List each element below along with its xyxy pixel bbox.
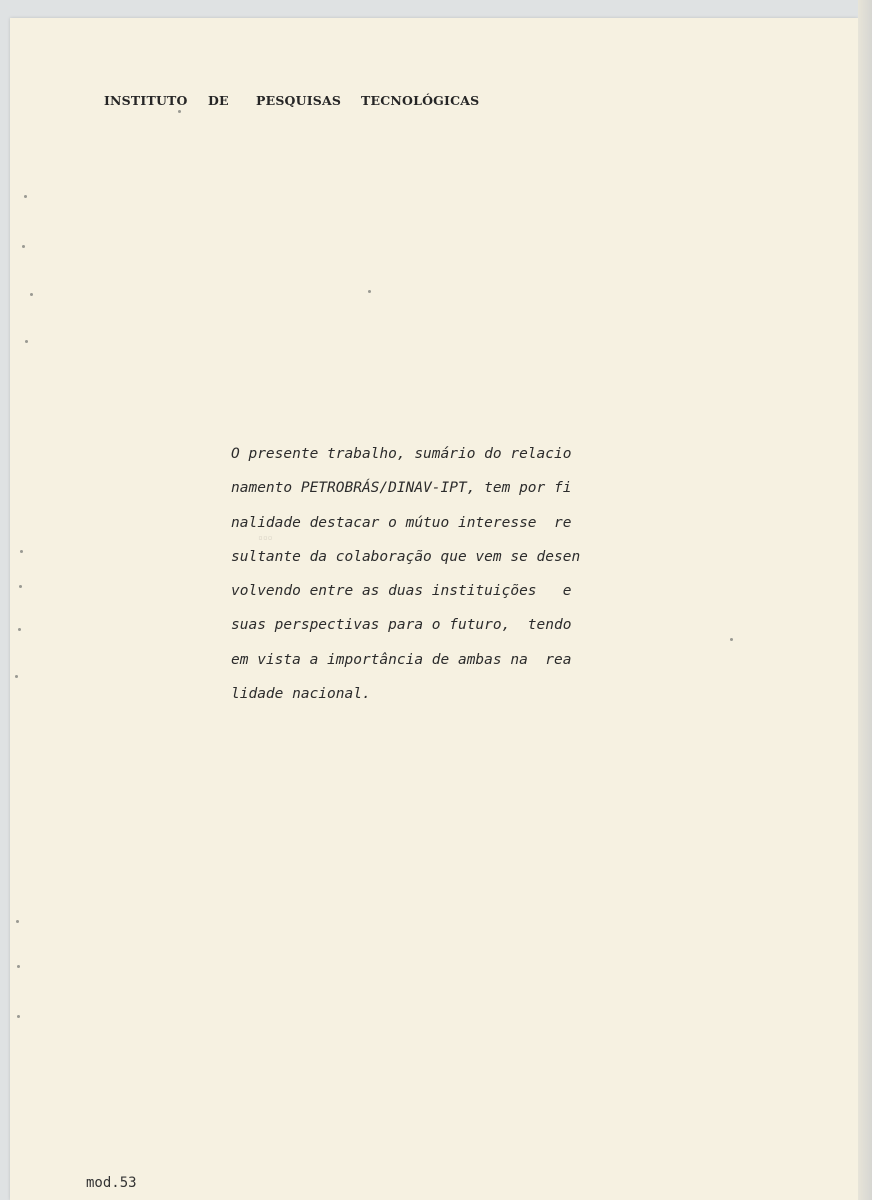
margin-mark xyxy=(178,110,181,113)
margin-mark xyxy=(25,340,28,343)
margin-mark xyxy=(19,585,22,588)
margin-mark xyxy=(22,245,25,248)
margin-mark xyxy=(18,628,21,631)
header-word-pesquisas: PESQUISAS xyxy=(256,93,342,108)
scan-edge-shadow xyxy=(858,0,872,1200)
header-word-tecnologicas: TECNOLÓGICAS xyxy=(361,93,480,108)
paragraph-line: namento PETROBRÁS/DINAV-IPT, tem por fi xyxy=(231,480,572,497)
margin-mark xyxy=(15,675,18,678)
margin-mark xyxy=(30,293,33,296)
margin-mark xyxy=(730,638,733,641)
paragraph-line: O presente trabalho, sumário do relacio xyxy=(231,446,572,462)
faint-smudge: ▫▫▫ xyxy=(258,533,273,542)
margin-mark xyxy=(20,550,23,553)
margin-mark xyxy=(17,965,20,968)
paragraph-line: sultante da colaboração que vem se desen xyxy=(231,548,581,565)
header-word-instituto: INSTITUTO xyxy=(104,93,188,108)
paragraph-line: em vista a importância de ambas na rea xyxy=(231,651,572,668)
typed-paragraph xyxy=(231,440,641,714)
margin-mark xyxy=(24,195,27,198)
margin-mark xyxy=(17,1015,20,1018)
paragraph-line: volvendo entre as duas instituições e xyxy=(231,583,572,600)
header-word-de: DE xyxy=(208,93,229,108)
paragraph-line: suas perspectivas para o futuro, tendo xyxy=(231,617,572,634)
margin-mark xyxy=(368,290,371,293)
margin-mark xyxy=(16,920,19,923)
paragraph-line: lidade nacional. xyxy=(231,686,371,703)
paragraph-line: nalidade destacar o mútuo interesse re xyxy=(231,514,572,531)
form-code: mod.53 xyxy=(86,1175,137,1191)
